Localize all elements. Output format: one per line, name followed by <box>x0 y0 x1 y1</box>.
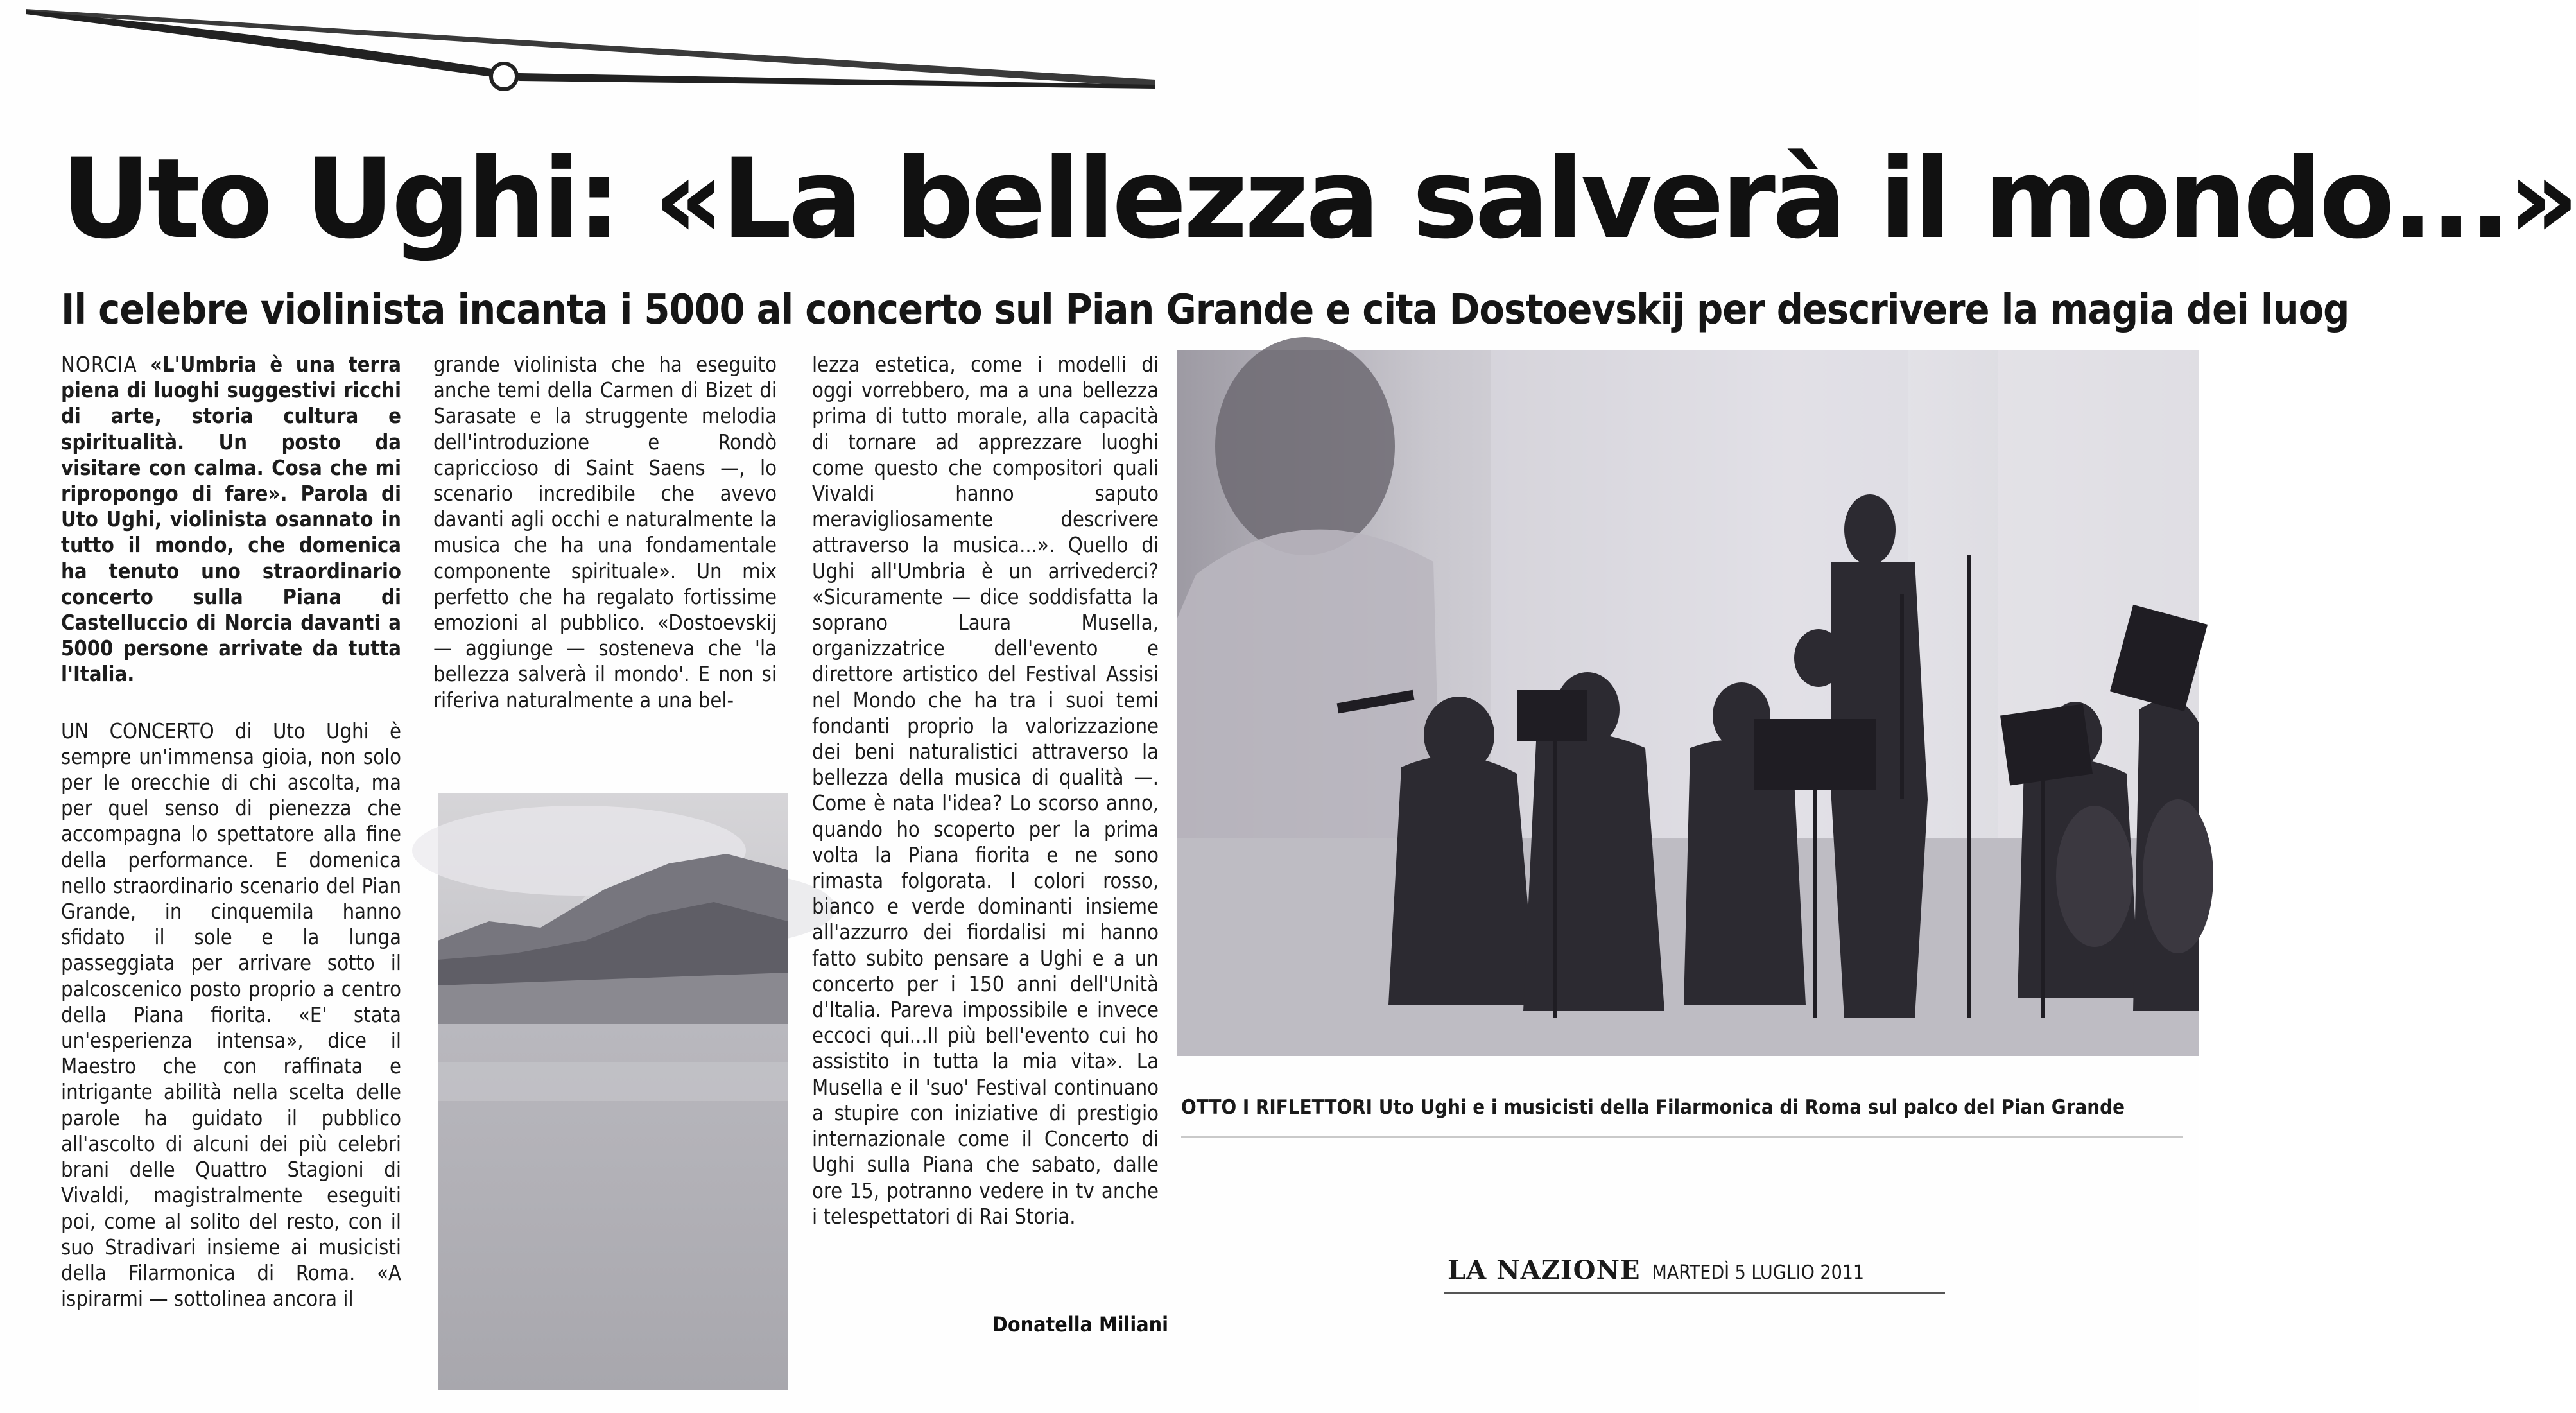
caption-divider <box>1181 1136 2183 1138</box>
article-column-3 <box>812 352 1159 1315</box>
dateline: NORCIA <box>61 352 137 377</box>
concert-photo <box>1177 350 2199 1056</box>
photo-caption: OTTO I RIFLETTORI Uto Ughi e i musicisti della Filarmonica di Roma sul palco del Pian Grande <box>1181 1096 2125 1119</box>
landscape-photo <box>438 793 788 1390</box>
author-byline: Donatella Miliani <box>992 1312 1168 1337</box>
publication-date: MARTEDÌ 5 LUGLIO 2011 <box>1652 1261 1865 1284</box>
body-paragraph-1: UN CONCERTO di Uto Ughi è sempre un'immensa gioia, non solo per le orecchie di chi ascolta, ma per quel senso di pienezza che accompagna lo spettatore alla fine della performance. E domenica nello straordinario scenario del Pian Grande, in cinquemila hanno sfidato il sole e la lunga passeggiata per arrivare sotto il palcoscenico posto proprio a centro della Piana fiorita. «E' stata un'esperienza intensa», dice il Maestro che con raffinata e intrigante abilità nella scelta delle parole ha guidato il pubblico all'ascolto di alcuni dei più celebri brani delle Quattro Stagioni di Vivaldi, magistralmente eseguiti poi, come al solito del resto, con il suo Stradivari insieme ai musicisti della Filarmonica di Roma. «A ispirarmi — sottolinea ancora il <box>61 718 401 1312</box>
body-paragraph-2: grande violinista che ha eseguito anche temi della Carmen di Bizet di Sarasate e la struggente melodia dell'introduzione e Rondò capriccioso di Saint Saens —, lo scenario incredibile che avevo davanti agli occhi e naturalmente la musica che ha una fondamentale componente spirituale». Un mix perfetto che ha regalato fortissime emozioni al pubblico. «Dostoevskij — aggiunge — sosteneva che 'la bellezza salverà il mondo'. E non si riferiva naturalmente a una bel- <box>433 352 777 713</box>
lead-paragraph <box>61 352 401 688</box>
subheadline: Il celebre violinista incanta i 5000 al concerto sul Pian Grande e cita Dostoevskij per descrivere la magia dei luog <box>61 286 2349 334</box>
newspaper-name: LA NAZIONE <box>1448 1255 1641 1285</box>
headline: Uto Ughi: «La bellezza salverà il mondo...» <box>61 134 2576 263</box>
article-column-2 <box>433 352 777 776</box>
decorative-top-rule <box>26 9 1155 92</box>
masthead <box>1448 1255 2154 1294</box>
lead-text: «L'Umbria è una terra piena di luoghi suggestivi ricchi di arte, storia cultura e spiritualità. Un posto da visitare con calma. Cosa che mi ripropongo di fare». Parola di Uto Ughi, violinista osannato in tutto il mondo, che domenica ha tenuto uno straordinario concerto sulla Piana di Castelluccio di Norcia davanti a 5000 persone arrivate da tutta l'Italia. <box>61 352 401 687</box>
body-paragraph-3: lezza estetica, come i modelli di oggi vorrebbero, ma a una bellezza prima di tutto morale, alla capacità di tornare ad apprezzare luoghi come questo che compositori quali Vivaldi hanno saputo meravigliosamente descrivere attraverso la musica...». Quello di Ughi all'Umbria è un arrivederci? «Sicuramente — dice soddisfatta la soprano Laura Musella, organizzatrice dell'evento e direttore artistico del Festival Assisi nel Mondo che ha tra i suoi temi fondanti proprio la valorizzazione dei beni naturalistici attraverso la bellezza della musica di qualità —. Come è nata l'idea? Lo scorso anno, quando ho scoperto per la prima volta la Piana fiorita e ne sono rimasta folgorata. I colori rosso, bianco e verde dominanti insieme all'azzurro dei fiordalisi mi hanno fatto subito pensare a Ughi e a un concerto per i 150 anni dell'Unità d'Italia. Pareva impossibile e invece eccoci qui...Il più bell'evento cui ho assistito in tutta la mia vita». La Musella e il 'suo' Festival continuano a stupire con iniziative di prestigio internazionale come il Concerto di Ughi sulla Piana che sabato, dalle ore 15, potranno vedere in tv anche i telespettatori di Rai Storia. <box>812 352 1159 1229</box>
article-column-1 <box>61 352 401 1353</box>
masthead-rule <box>1444 1292 1945 1294</box>
